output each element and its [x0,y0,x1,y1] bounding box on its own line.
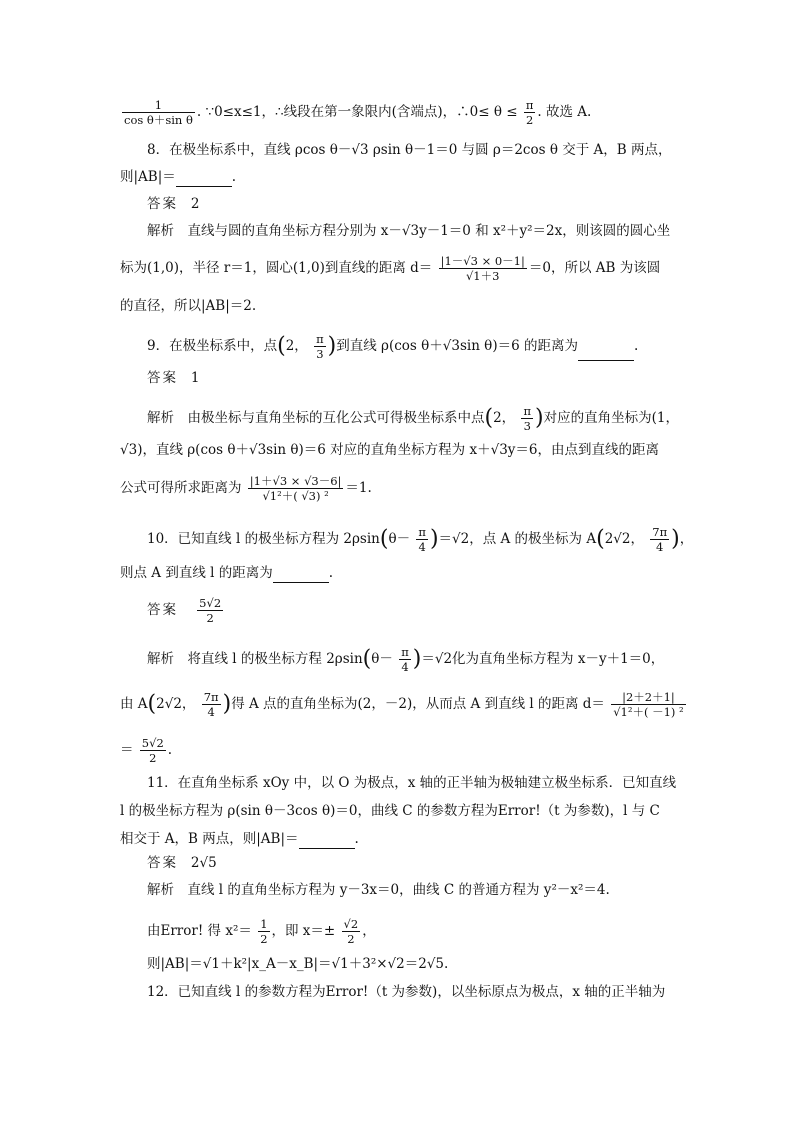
fraction [524,98,536,127]
denominator: 3 [521,418,533,433]
text: ， [679,531,694,547]
text: . [328,565,334,581]
denominator: 3 [314,346,326,361]
question-12-line: 12．已知直线 l 的参数方程为Error!（t 为参数)，以坐标原点为极点，x 轴的正半轴为 [147,984,666,1000]
text: 解析 将直线 l 的极坐标方程 2ρsin [147,651,363,667]
question-11-line: l 的极坐标方程为 ρ(sin θ－3cos θ)＝0，曲线 C 的参数方程为Error!（t 为参数)，l 与 C [120,803,660,819]
text: 公式可得所求距离为 [120,480,242,496]
numerator: π [316,332,324,346]
numerator: |1＋√3 × √3－6| [249,474,342,488]
text: . [633,338,639,354]
denominator: 2 [260,932,268,946]
fraction [439,254,527,283]
solution-line [120,690,684,719]
paren: ) [535,405,544,431]
text: ＝ [120,742,134,758]
denominator: √1²＋( √3) ² [248,488,344,503]
text: . ∵0≤x≤1，∴线段在第一象限内(含端点)，∴0≤ θ ≤ [196,104,518,120]
paren: ) [327,333,337,359]
solution-line [120,254,680,283]
answer-label: 答案 [147,602,178,618]
text: ＝√2化为直角坐标方程为 x－y＋1＝0， [421,651,665,667]
fraction [258,917,269,946]
text: 得 A 点的直角坐标为(2，－2)，从而点 A 到直线 l 的距离 d＝ [231,696,605,712]
denominator: 4 [650,539,669,554]
denominator: 4 [416,539,428,554]
text-line [120,98,680,127]
numerator: 1 [260,917,268,931]
denominator: 2 [197,610,223,625]
answer-blank [578,346,634,361]
answer-label: 答案 [147,855,178,871]
denominator: √1＋3 [439,268,527,283]
text: . [231,169,237,185]
text: . [167,742,173,758]
text: 2√2， [156,696,196,712]
paren: ) [412,646,422,672]
numerator: 7π [203,690,219,704]
paren: ) [671,526,680,552]
text: 由Error! 得 x²＝ [147,923,252,939]
paren: ( [277,333,286,359]
fraction [611,690,685,719]
text: 则点 A 到直线 l 的距离为 [120,565,273,581]
solution-line [147,645,707,674]
text: θ－ [388,531,411,547]
answer-label: 答案 [147,196,178,212]
fraction [140,736,166,765]
denominator: 2 [342,931,361,946]
question-11-line [120,829,680,849]
text: 10．已知直线 l 的极坐标方程为 2ρsin [147,531,380,547]
fraction [399,645,411,674]
fraction [650,525,669,554]
text: 解析 由极坐标与直角坐标的互化公式可得极坐标系中点 [147,410,485,426]
fraction [248,474,344,503]
paren: ( [379,526,389,552]
fraction [521,404,533,433]
question-9-line [147,332,707,361]
numerator: √2 [343,917,359,931]
paren: ) [222,691,232,717]
numerator: 7π [652,525,668,539]
text: 对应的直角坐标为(1， [543,410,679,426]
numerator: 5√2 [141,736,164,750]
solution-line [147,917,707,946]
answer-line [147,368,707,388]
text: 标为(1,0)，半径 r＝1，圆心(1,0)到直线的距离 d＝ [120,260,433,276]
text: 9．在极坐标系中，点 [147,338,278,354]
solution-line: 则|AB|＝√1＋k²|x_A－x_B|＝√1＋3²×√2＝2√5. [147,956,449,972]
question-11-line: 11．在直角坐标系 xOy 中，以 O 为极点，x 轴的正半轴为极轴建立极坐标系．已知直线 [147,775,677,791]
paren: ( [147,691,157,717]
answer-blank [299,834,355,849]
text: 由 A [120,696,148,712]
denominator: √1²＋( －1) ² [613,705,684,719]
answer-line [147,194,707,214]
answer-fraction [197,596,223,625]
fraction [342,917,361,946]
numerator: |2＋2＋1| [622,690,675,704]
denominator: cos θ＋sin θ [124,113,193,127]
solution-line: √3)，直线 ρ(cos θ＋√3sin θ)＝6 对应的直角坐标方程为 x＋√3y＝6，由点到直线的距离 [120,442,659,458]
fraction [122,98,195,127]
answer-line [147,853,707,873]
denominator: 2 [140,750,166,765]
answer-line [147,596,707,625]
denominator: 2 [524,112,536,127]
paren: ( [596,526,605,552]
numerator: 1 [154,98,163,112]
text: 相交于 A，B 两点，则|AB|＝ [120,831,299,847]
paren: ( [362,646,372,672]
text: . 故选 A. [537,104,592,120]
text: 2√2， [604,531,644,547]
fraction [416,525,428,554]
text: ， [362,923,376,939]
text: 2， [493,410,516,426]
text: 到直线 ρ(cos θ＋√3sin θ)＝6 的距离为 [336,338,578,354]
answer-label: 答案 [147,370,178,386]
text: 2， [285,338,308,354]
text: ，即 x＝± [271,923,336,939]
text: . [354,831,359,847]
paren: ( [484,405,494,431]
fraction [314,332,326,361]
numerator: π [523,404,532,418]
answer-value: 1 [190,370,200,386]
question-8-line [120,167,680,187]
numerator: |1－√3 × 0－1| [440,254,525,268]
numerator: π [418,525,426,539]
text: θ－ [371,651,393,667]
answer-blank [273,568,329,583]
solution-line: 解析 直线 l 的直角坐标方程为 y－3x＝0，曲线 C 的普通方程为 y²－x²＝4. [147,882,610,898]
answer-blank [176,172,232,187]
question-10-line [147,525,707,554]
question-10-line [120,563,680,583]
answer-value: 2√5 [190,855,217,871]
numerator: π [401,645,409,659]
numerator: π [525,98,534,112]
text: 则|AB|＝ [120,169,176,185]
text: ＝0，所以 AB 为该圆 [528,260,661,276]
fraction [202,690,221,719]
denominator: 4 [399,659,411,674]
solution-line: 解析 直线与圆的直角坐标方程分别为 x－√3y－1＝0 和 x²＋y²＝2x，则该圆的圆心坐 [147,223,671,239]
answer-value: 2 [190,196,200,212]
solution-line: 的直径，所以|AB|＝2. [120,298,257,314]
numerator: 5√2 [199,596,222,610]
solution-line [120,736,680,765]
solution-line [120,474,680,503]
paren: ) [429,526,439,552]
text: ＝√2，点 A 的极坐标为 A [438,531,597,547]
text: ＝1. [345,480,372,496]
solution-line [147,404,707,433]
denominator: 4 [202,704,221,719]
question-8-line: 8．在极坐标系中，直线 ρcos θ－√3 ρsin θ－1＝0 与圆 ρ＝2cos θ 交于 A，B 两点， [147,142,672,158]
